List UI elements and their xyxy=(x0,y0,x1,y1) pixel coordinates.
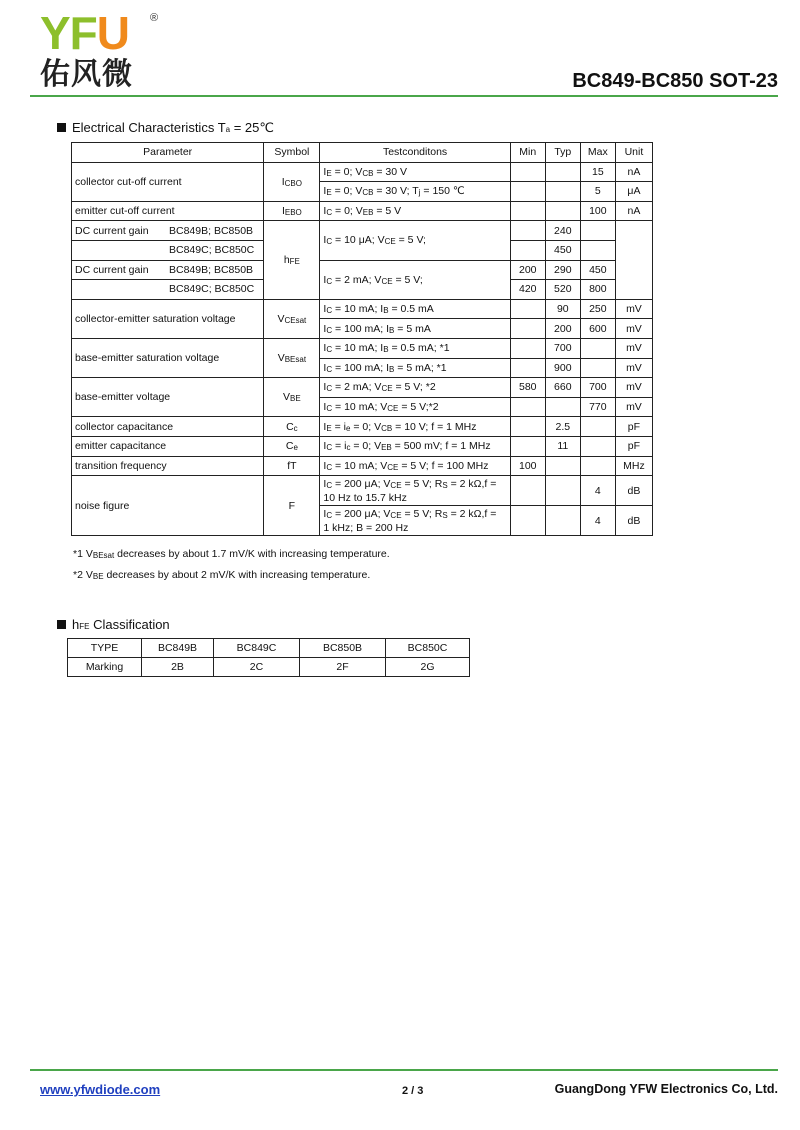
param-cell: collector cut-off current xyxy=(72,162,264,201)
header-divider xyxy=(30,95,778,97)
param-cell: DC current gain BC849B; BC850B xyxy=(72,260,264,280)
condition-cell: IC = 100 mA; IB = 5 mA xyxy=(320,319,510,339)
max-cell: 450 xyxy=(580,260,615,280)
marking-header-cell: Marking xyxy=(68,658,142,677)
header-min: Min xyxy=(510,143,545,163)
table-row xyxy=(72,456,653,476)
bullet-square-icon xyxy=(57,620,66,629)
document-title: BC849-BC850 SOT-23 xyxy=(572,70,778,92)
typ-cell: 90 xyxy=(545,299,580,319)
table-row xyxy=(68,639,470,658)
symbol-cell: Cc xyxy=(264,417,320,437)
param-cell: noise figure xyxy=(72,476,264,536)
param-cell: base-emitter voltage xyxy=(72,378,264,417)
min-cell xyxy=(510,436,545,456)
min-cell: 580 xyxy=(510,378,545,398)
min-cell xyxy=(510,506,545,536)
company-logo xyxy=(40,7,180,96)
page-number: 2 / 3 xyxy=(402,1085,424,1097)
typ-cell: 240 xyxy=(545,221,580,241)
table-row xyxy=(72,378,653,398)
logo-letters: YFU xyxy=(40,7,130,59)
condition-cell: IC = 10 mA; IB = 0.5 mA xyxy=(320,299,510,319)
table-row xyxy=(72,338,653,358)
unit-cell: pF xyxy=(615,436,652,456)
table-row xyxy=(72,201,653,221)
min-cell xyxy=(510,162,545,182)
header-unit: Unit xyxy=(615,143,652,163)
website-link[interactable]: www.yfwdiode.com xyxy=(40,1082,161,1097)
condition-cell: IC = 2 mA; VCE = 5 V; *2 xyxy=(320,378,510,398)
param-cell: BC849C; BC850C xyxy=(72,280,264,300)
marking-cell: 2G xyxy=(386,658,470,677)
company-name: GuangDong YFW Electronics Co, Ltd. xyxy=(554,1082,778,1096)
table-row xyxy=(72,299,653,319)
typ-cell: 900 xyxy=(545,358,580,378)
table-row xyxy=(72,221,653,241)
unit-cell: mV xyxy=(615,299,652,319)
unit-cell: dB xyxy=(615,476,652,506)
max-cell: 4 xyxy=(580,476,615,506)
min-cell xyxy=(510,476,545,506)
unit-cell: MHz xyxy=(615,456,652,476)
max-cell xyxy=(580,417,615,437)
param-cell: emitter capacitance xyxy=(72,436,264,456)
typ-cell xyxy=(545,182,580,202)
symbol-cell: IEBO xyxy=(264,201,320,221)
typ-cell: 2.5 xyxy=(545,417,580,437)
condition-cell: IE = 0; VCB = 30 V xyxy=(320,162,510,182)
footer-divider xyxy=(30,1069,778,1071)
bullet-square-icon xyxy=(57,123,66,132)
table-row xyxy=(72,260,653,280)
condition-cell: IE = ie = 0; VCB = 10 V; f = 1 MHz xyxy=(320,417,510,437)
min-cell: 100 xyxy=(510,456,545,476)
symbol-cell: hFE xyxy=(264,221,320,299)
logo-chinese-name: 佑风微 xyxy=(40,57,133,92)
symbol-cell: F xyxy=(264,476,320,536)
marking-cell: 2F xyxy=(300,658,386,677)
param-cell: DC current gain BC849B; BC850B xyxy=(72,221,264,241)
unit-cell: μA xyxy=(615,182,652,202)
unit-cell: mV xyxy=(615,338,652,358)
header-typ: Typ xyxy=(545,143,580,163)
type-cell: BC849C xyxy=(214,639,300,658)
param-cell: collector-emitter saturation voltage xyxy=(72,299,264,338)
min-cell xyxy=(510,240,545,260)
min-cell xyxy=(510,221,545,241)
section-title-electrical: Electrical Characteristics Ta = 25℃ xyxy=(57,120,274,136)
max-cell xyxy=(580,221,615,241)
typ-cell xyxy=(545,162,580,182)
typ-cell: 290 xyxy=(545,260,580,280)
condition-cell: IC = 10 mA; VCE = 5 V;*2 xyxy=(320,397,510,417)
max-cell xyxy=(580,240,615,260)
symbol-cell: VCEsat xyxy=(264,299,320,338)
unit-cell: mV xyxy=(615,397,652,417)
max-cell xyxy=(580,338,615,358)
electrical-characteristics-table xyxy=(71,142,653,536)
min-cell xyxy=(510,417,545,437)
table-row xyxy=(72,417,653,437)
min-cell xyxy=(510,397,545,417)
hfe-classification-table xyxy=(67,638,470,677)
typ-cell: 450 xyxy=(545,240,580,260)
min-cell: 200 xyxy=(510,260,545,280)
unit-cell: dB xyxy=(615,506,652,536)
header-symbol: Symbol xyxy=(264,143,320,163)
condition-cell: IC = 200 μA; VCE = 5 V; RS = 2 kΩ,f = 10 Hz to 15.7 kHz xyxy=(320,476,510,506)
max-cell xyxy=(580,436,615,456)
typ-cell: 700 xyxy=(545,338,580,358)
table-row xyxy=(68,658,470,677)
typ-cell: 200 xyxy=(545,319,580,339)
condition-cell: IC = 10 mA; IB = 0.5 mA; *1 xyxy=(320,338,510,358)
symbol-cell: VBE xyxy=(264,378,320,417)
unit-cell: nA xyxy=(615,162,652,182)
table-row xyxy=(72,436,653,456)
max-cell: 5 xyxy=(580,182,615,202)
header-parameter: Parameter xyxy=(72,143,264,163)
condition-cell: IC = 200 μA; VCE = 5 V; RS = 2 kΩ,f = 1 kHz; B = 200 Hz xyxy=(320,506,510,536)
condition-cell: IC = ic = 0; VEB = 500 mV; f = 1 MHz xyxy=(320,436,510,456)
param-cell: emitter cut-off current xyxy=(72,201,264,221)
param-cell: collector capacitance xyxy=(72,417,264,437)
condition-cell: IC = 2 mA; VCE = 5 V; xyxy=(320,260,510,299)
symbol-cell: fT xyxy=(264,456,320,476)
type-cell: BC850C xyxy=(386,639,470,658)
unit-cell: nA xyxy=(615,201,652,221)
max-cell: 4 xyxy=(580,506,615,536)
max-cell: 800 xyxy=(580,280,615,300)
max-cell: 15 xyxy=(580,162,615,182)
min-cell xyxy=(510,319,545,339)
registered-mark: ® xyxy=(150,12,159,24)
min-cell: 420 xyxy=(510,280,545,300)
footnote-2: *2 VBE decreases by about 2 mV/K with increasing temperature. xyxy=(73,569,371,581)
marking-cell: 2B xyxy=(142,658,214,677)
max-cell: 250 xyxy=(580,299,615,319)
typ-cell xyxy=(545,506,580,536)
unit-cell xyxy=(615,221,652,299)
typ-cell xyxy=(545,456,580,476)
param-cell: base-emitter saturation voltage xyxy=(72,338,264,377)
max-cell xyxy=(580,456,615,476)
typ-cell: 11 xyxy=(545,436,580,456)
type-cell: BC850B xyxy=(300,639,386,658)
marking-cell: 2C xyxy=(214,658,300,677)
typ-cell xyxy=(545,476,580,506)
min-cell xyxy=(510,299,545,319)
min-cell xyxy=(510,338,545,358)
condition-cell: IC = 100 mA; IB = 5 mA; *1 xyxy=(320,358,510,378)
typ-cell xyxy=(545,201,580,221)
min-cell xyxy=(510,358,545,378)
condition-cell: IC = 10 μA; VCE = 5 V; xyxy=(320,221,510,260)
max-cell: 700 xyxy=(580,378,615,398)
header-max: Max xyxy=(580,143,615,163)
unit-cell: pF xyxy=(615,417,652,437)
max-cell: 600 xyxy=(580,319,615,339)
param-cell: BC849C; BC850C xyxy=(72,240,264,260)
max-cell xyxy=(580,358,615,378)
unit-cell: mV xyxy=(615,378,652,398)
typ-cell: 660 xyxy=(545,378,580,398)
max-cell: 770 xyxy=(580,397,615,417)
footnote-1: *1 VBEsat decreases by about 1.7 mV/K with increasing temperature. xyxy=(73,548,390,560)
unit-cell: mV xyxy=(615,358,652,378)
typ-cell: 520 xyxy=(545,280,580,300)
type-header-cell: TYPE xyxy=(68,639,142,658)
table-row xyxy=(72,162,653,182)
symbol-cell: ICBO xyxy=(264,162,320,201)
condition-cell: IC = 10 mA; VCE = 5 V; f = 100 MHz xyxy=(320,456,510,476)
min-cell xyxy=(510,182,545,202)
condition-cell: IC = 0; VEB = 5 V xyxy=(320,201,510,221)
typ-cell xyxy=(545,397,580,417)
table-header-row xyxy=(72,143,653,163)
max-cell: 100 xyxy=(580,201,615,221)
type-cell: BC849B xyxy=(142,639,214,658)
header-testconditions: Testconditons xyxy=(320,143,510,163)
symbol-cell: Ce xyxy=(264,436,320,456)
min-cell xyxy=(510,201,545,221)
condition-cell: IE = 0; VCB = 30 V; Tj = 150 ℃ xyxy=(320,182,510,202)
param-cell: transition frequency xyxy=(72,456,264,476)
table-row xyxy=(72,476,653,506)
symbol-cell: VBEsat xyxy=(264,338,320,377)
unit-cell: mV xyxy=(615,319,652,339)
section-title-hfe-classification: hFE Classification xyxy=(57,617,170,632)
